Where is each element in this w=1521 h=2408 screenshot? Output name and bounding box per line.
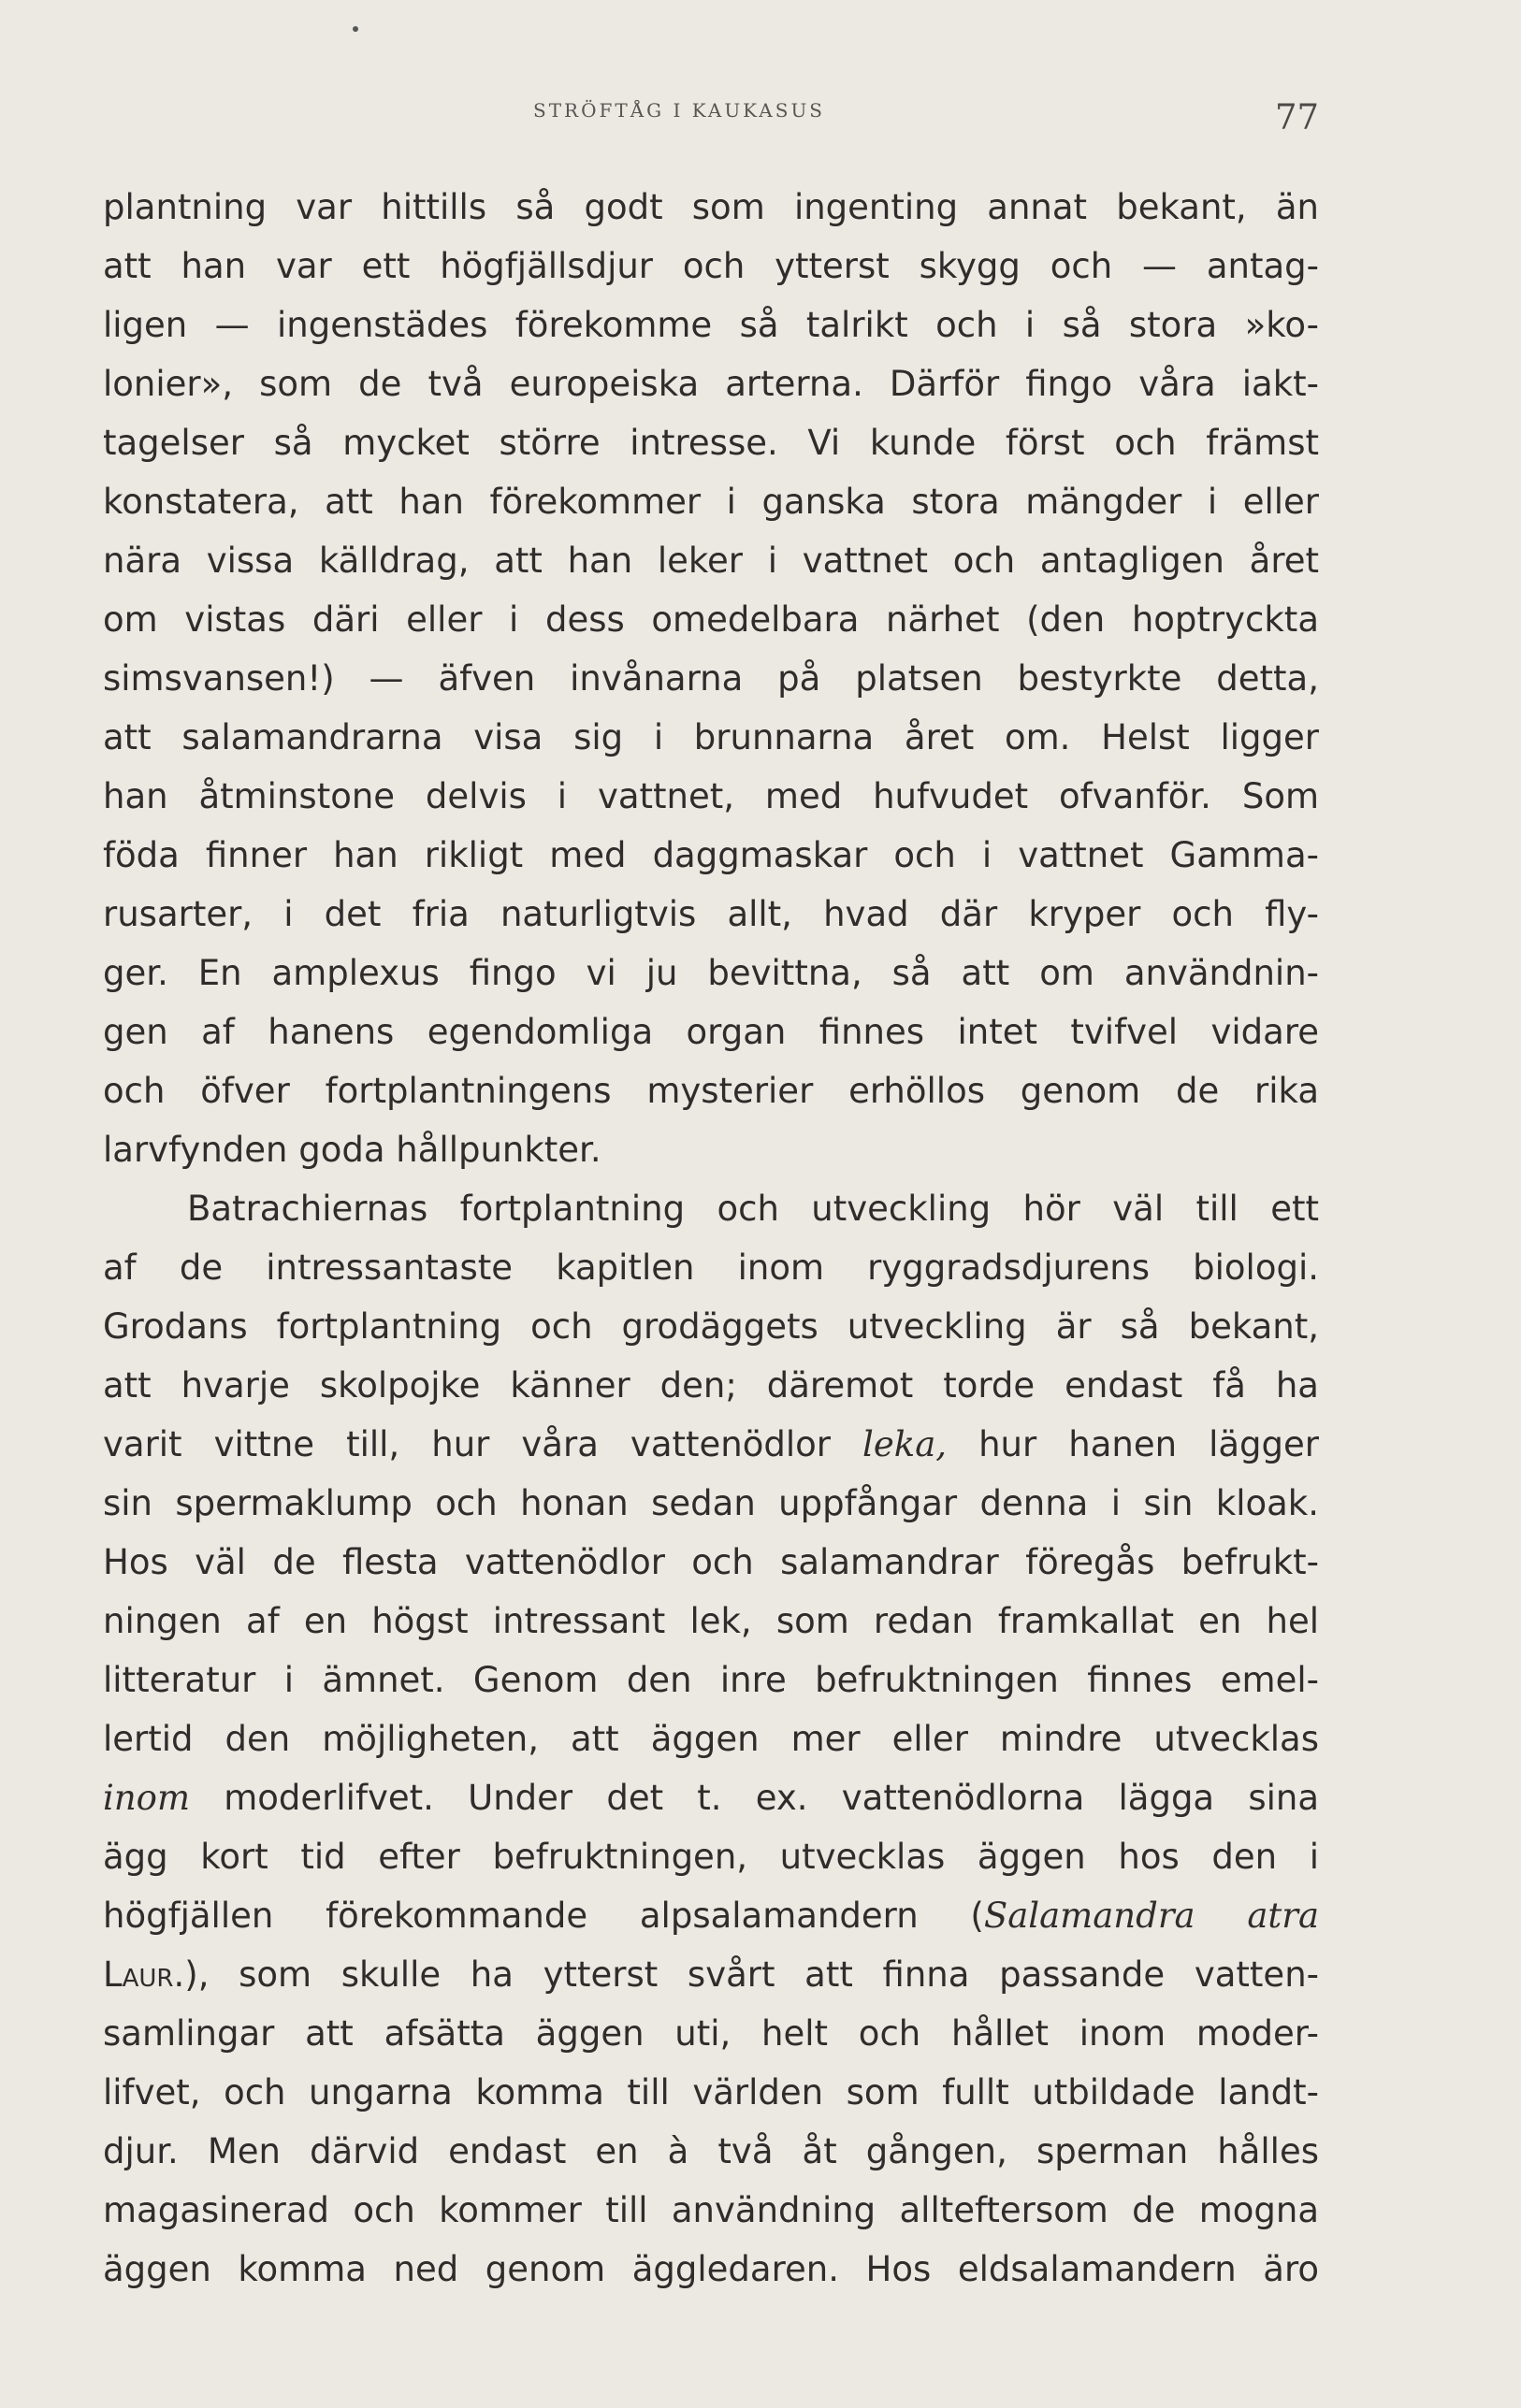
text-line: lifvet, och ungarna komma till världen som fullt utbildade landt- [103, 2072, 1319, 2112]
page-number: 77 [1275, 97, 1320, 137]
author-abbreviation: Laur. [103, 1954, 185, 1995]
text-line [103, 1768, 1319, 1827]
text-line: sin spermaklump och honan sedan uppfångar denna i sin kloak. [103, 1483, 1319, 1523]
text-line: af de intressantaste kapitlen inom ryggradsdjurens biologi. [103, 1247, 1319, 1288]
text-line: nära vissa källdrag, att han leker i vattnet och antagligen året [103, 541, 1319, 581]
text-segment: hur hanen lägger [978, 1424, 1320, 1464]
text-line: och öfver fortplantningens mysterier erhöllos genom de rika [103, 1071, 1319, 1111]
text-line: tagelser så mycket större intresse. Vi kunde först och främst [103, 423, 1319, 463]
text-line: konstatera, att han förekommer i ganska stora mängder i eller [103, 482, 1319, 522]
text-line: ningen af en högst intressant lek, som redan framkallat en hel [103, 1601, 1319, 1641]
text-line: samlingar att afsätta äggen uti, helt och hållet inom moder- [103, 2013, 1319, 2054]
text-line: lonier», som de två europeiska arterna. Därför fingo våra iakt- [103, 364, 1319, 404]
text-line: litteratur i ämnet. Genom den inre befruktningen finnes emel- [103, 1660, 1319, 1700]
text-line: äggen komma ned genom äggledaren. Hos eldsalamandern äro [103, 2249, 1319, 2289]
paragraph-end-line: larvfynden goda hållpunkter. [103, 1130, 601, 1170]
text-line: Grodans fortplantning och grodäggets utveckling är så bekant, [103, 1306, 1319, 1347]
text-line: föda finner han rikligt med daggmaskar och i vattnet Gamma- [103, 835, 1319, 875]
text-line: att han var ett högfjällsdjur och ytterst skygg och — antag- [103, 246, 1319, 286]
text-segment: högfjällen förekommande alpsalamandern ( [103, 1896, 984, 1936]
text-line: magasinerad och kommer till användning allteftersom de mogna [103, 2190, 1319, 2230]
text-line: Hos väl de flesta vattenödlor och salamandrar föregås befrukt- [103, 1542, 1319, 1582]
text-line: rusarter, i det fria naturligtvis allt, hvad där kryper och fly- [103, 894, 1319, 934]
text-line: djur. Men därvid endast en à två åt gången, sperman hålles [103, 2131, 1319, 2171]
text-segment: ), som skulle ha ytterst svårt att finna passande vatten- [184, 1954, 1319, 1995]
text-line: simsvansen!) — äfven invånarna på platsen bestyrkte detta, [103, 658, 1319, 699]
italic-term: leka, [862, 1424, 948, 1464]
italic-term: inom [103, 1778, 191, 1818]
body-text [103, 178, 1319, 2299]
text-line: ägg kort tid efter befruktningen, utvecklas äggen hos den i [103, 1837, 1319, 1877]
print-speck [353, 26, 358, 32]
text-line [103, 1945, 1319, 2004]
text-segment: varit vittne till, hur våra vattenödlor [103, 1424, 831, 1464]
text-segment: moderlifvet. Under det t. ex. vattenödlorna lägga sina [224, 1778, 1319, 1818]
text-line [103, 1415, 1319, 1474]
species-name: Salamandra atra [983, 1896, 1319, 1936]
paragraph-start-line: Batrachiernas fortplantning och utveckling hör väl till ett [187, 1189, 1319, 1229]
text-line: plantning var hittills så godt som ingenting annat bekant, än [103, 187, 1319, 227]
running-head: STRÖFTÅG I KAUKASUS [533, 99, 826, 122]
text-line: att salamandrarna visa sig i brunnarna året om. Helst ligger [103, 717, 1319, 757]
text-line: ger. En amplexus fingo vi ju bevittna, så att om användnin- [103, 953, 1319, 993]
text-line [103, 1886, 1319, 1945]
text-line: han åtminstone delvis i vattnet, med hufvudet ofvanför. Som [103, 776, 1319, 816]
text-line: lertid den möjligheten, att äggen mer eller mindre utvecklas [103, 1719, 1319, 1759]
text-line: gen af hanens egendomliga organ finnes intet tvifvel vidare [103, 1012, 1319, 1052]
text-line: ligen — ingenstädes förekomme så talrikt och i så stora »ko- [103, 305, 1319, 345]
text-line: att hvarje skolpojke känner den; däremot torde endast få ha [103, 1365, 1319, 1406]
text-line: om vistas däri eller i dess omedelbara närhet (den hoptryckta [103, 599, 1319, 640]
